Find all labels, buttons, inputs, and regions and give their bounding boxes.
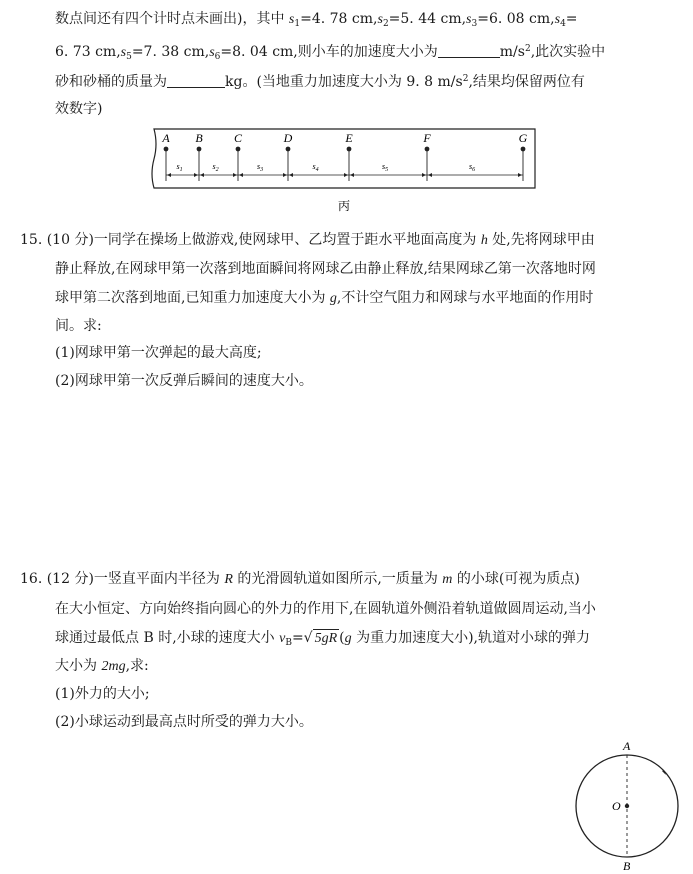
tape-arrowhead bbox=[428, 173, 432, 177]
tape-point-label-f: F bbox=[423, 131, 431, 145]
tape-segment-label-4: $s_4$ bbox=[312, 162, 319, 173]
acceleration-blank[interactable] bbox=[438, 43, 500, 58]
tape-arrowhead bbox=[518, 173, 522, 177]
tape-point-label-e: E bbox=[345, 131, 353, 145]
q16-line-4: 大小为 2mg,求: bbox=[55, 658, 149, 674]
q15-part-2: (2)网球甲第一次反弹后瞬间的速度大小。 bbox=[55, 373, 313, 389]
tape-arrowhead bbox=[167, 173, 171, 177]
p14-line-4: 效数字) bbox=[55, 101, 103, 117]
tape-segment-label-2: $s_2$ bbox=[212, 162, 219, 173]
tape-arrowhead bbox=[350, 173, 354, 177]
tape-point-label-g: G bbox=[518, 131, 528, 145]
q15-part-1: (1)网球甲第一次弹起的最大高度; bbox=[55, 345, 262, 361]
tape-point-label-b: B bbox=[195, 131, 203, 145]
q15-line-3: 球甲第二次落到地面,已知重力加速度大小为 g,不计空气阻力和网球与水平地面的作用时 bbox=[55, 290, 594, 306]
center-point bbox=[625, 804, 629, 808]
tape-outline bbox=[152, 129, 535, 188]
p14-line-3: 砂和砂桶的质量为 kg。(当地重力加速度大小为 9. 8 $m/s^2$,结果均保留两位有 bbox=[55, 74, 585, 90]
tape-point-label-a: A bbox=[162, 131, 170, 145]
q16-line-1: 16. (12 分)一竖直平面内半径为 R 的光滑圆轨道如图所示,一质量为 m 的小球(可视为质点) bbox=[20, 571, 580, 587]
q15-line-2: 静止释放,在网球甲第一次落到地面瞬间将网球乙由静止释放,结果网球乙第一次落地时网 bbox=[55, 261, 596, 277]
tape-segment-label-5: $s_5$ bbox=[381, 162, 389, 173]
label-center: O bbox=[612, 799, 621, 813]
tape-segment-label-6: $s_6$ bbox=[468, 162, 476, 173]
tape-arrowhead bbox=[194, 173, 198, 177]
mass-blank[interactable] bbox=[167, 73, 225, 88]
tape-segment-label-1: $s_1$ bbox=[176, 162, 183, 173]
tape-point-label-d: D bbox=[283, 131, 293, 145]
q16-part-2: (2)小球运动到最高点时所受的弹力大小。 bbox=[55, 714, 313, 730]
q15-line-4: 间。求: bbox=[55, 318, 102, 334]
tape-point-label-c: C bbox=[233, 131, 243, 145]
tape-segment-label-3: $s_3$ bbox=[256, 162, 264, 173]
tape-arrowhead bbox=[289, 173, 293, 177]
q16-line-3: 球通过最低点 B 时,小球的速度大小 $v_B=√$ 5gR (g 为重力加速度大小),轨道对小球的弹力 bbox=[55, 630, 590, 648]
label-top: A bbox=[623, 739, 631, 753]
tape-arrowhead bbox=[344, 173, 348, 177]
tape-arrowhead bbox=[200, 173, 204, 177]
circular-track-figure bbox=[570, 738, 680, 872]
tape-arrowhead bbox=[283, 173, 287, 177]
label-bottom: B bbox=[623, 859, 631, 872]
ticker-tape-figure bbox=[148, 126, 540, 216]
q16-part-1: (1)外力的大小; bbox=[55, 686, 150, 702]
tape-arrowhead bbox=[239, 173, 243, 177]
tape-caption: 丙 bbox=[337, 199, 351, 213]
q16-line-2: 在大小恒定、方向始终指向圆心的外力的作用下,在圆轨道外侧沿着轨道做圆周运动,当小 bbox=[55, 601, 596, 617]
p14-line-2: 6. 73 $cm,s_5=7$. 38 $cm,s_6=8$. 04 cm,则小车的加速度大小为 $m/s^2$,此次实验中 bbox=[55, 44, 606, 62]
tape-arrowhead bbox=[422, 173, 426, 177]
q15-line-1: 15. (10 分)一同学在操场上做游戏,使网球甲、乙均置于距水平地面高度为 h 处,先将网球甲由 bbox=[20, 232, 595, 248]
p14-line-1: 数点间还有四个计时点未画出)，其中 $s_1=4$. 78 $cm,s_2=5$. 44 $cm,s_3=6$. 08 $cm,s_4=$ bbox=[55, 11, 578, 29]
tape-arrowhead bbox=[233, 173, 237, 177]
